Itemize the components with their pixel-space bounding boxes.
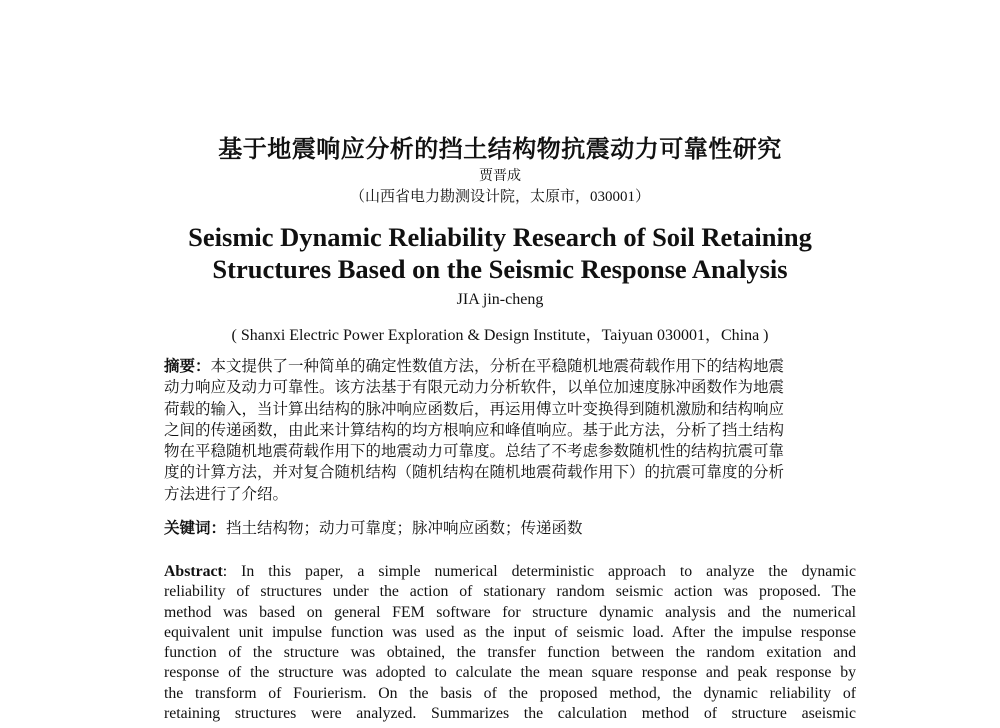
english-abstract-line: reliability of structures under the action of stationary random seismic action was proposed. The: [164, 583, 856, 601]
english-abstract-line: [164, 562, 856, 582]
chinese-keywords: [164, 516, 856, 538]
chinese-title: 基于地震响应分析的挡土结构物抗震动力可靠性研究: [218, 137, 782, 163]
english-abstract: [164, 562, 856, 724]
chinese-abstract-line: 方法进行了介绍。: [164, 485, 289, 503]
chinese-abstract-line: [164, 356, 856, 377]
chinese-keywords-text: 挡土结构物；动力可靠度；脉冲响应函数；传递函数: [226, 520, 583, 537]
chinese-abstract-line: 度的计算方法，并对复合随机结构（随机结构在随机地震荷载作用下）的抗震可靠度的分析: [164, 464, 785, 482]
english-abstract-label: Abstract: [164, 563, 223, 580]
english-title: [0, 221, 1000, 285]
chinese-abstract-line: 之间的传递函数，由此来计算结构的均方根响应和峰值响应。基于此方法，分析了挡土结构: [164, 421, 785, 439]
english-abstract-line: response of the structure was adopted to calculate the mean square response and peak response by: [164, 664, 856, 682]
english-title-line-1: Seismic Dynamic Reliability Research of Soil Retaining: [188, 222, 812, 252]
english-abstract-text: : In this paper, a simple numerical deterministic approach to analyze the dynamic: [222, 563, 856, 580]
chinese-keywords-label: 关键词：: [164, 520, 227, 537]
chinese-abstract-label: 摘要：: [164, 358, 211, 375]
english-abstract-line: retaining structures were analyzed. Summarizes the calculation method of structure aseismic: [164, 705, 856, 723]
english-title-line-2: Structures Based on the Seismic Response Analysis: [212, 254, 788, 284]
chinese-abstract-line: 荷载的输入，当计算出结构的脉冲响应函数后，再运用傅立叶变换得到随机激励和结构响应: [164, 400, 785, 418]
chinese-abstract-text: 本文提供了一种简单的确定性数值方法，分析在平稳随机地震荷载作用下的结构地震: [210, 358, 785, 375]
english-author: JIA jin-cheng: [456, 291, 544, 308]
chinese-abstract-line: 动力响应及动力可靠性。该方法基于有限元动力分析软件，以单位加速度脉冲函数作为地震: [164, 379, 785, 397]
chinese-abstract: [164, 356, 856, 505]
english-abstract-line: function of the structure was obtained, the transfer function between the random exitation and: [164, 644, 856, 662]
chinese-affiliation: （山西省电力勘测设计院，太原市，030001）: [349, 189, 650, 205]
english-abstract-line: method was based on general FEM software for structure dynamic analysis and the numerical: [164, 603, 856, 621]
english-abstract-line: the transform of Fourierism. On the basis of the proposed method, the dynamic reliability of: [164, 684, 856, 702]
chinese-abstract-line: 物在平稳随机地震荷载作用下的地震动力可靠度。总结了不考虑参数随机性的结构抗震可靠: [164, 443, 785, 461]
chinese-author: 贾晋成: [479, 169, 521, 184]
english-affiliation: ( Shanxi Electric Power Exploration & Design Institute，Taiyuan 030001，China ): [231, 327, 769, 344]
english-abstract-line: equivalent unit impulse function was used as the input of seismic load. After the impulse response: [164, 623, 856, 641]
